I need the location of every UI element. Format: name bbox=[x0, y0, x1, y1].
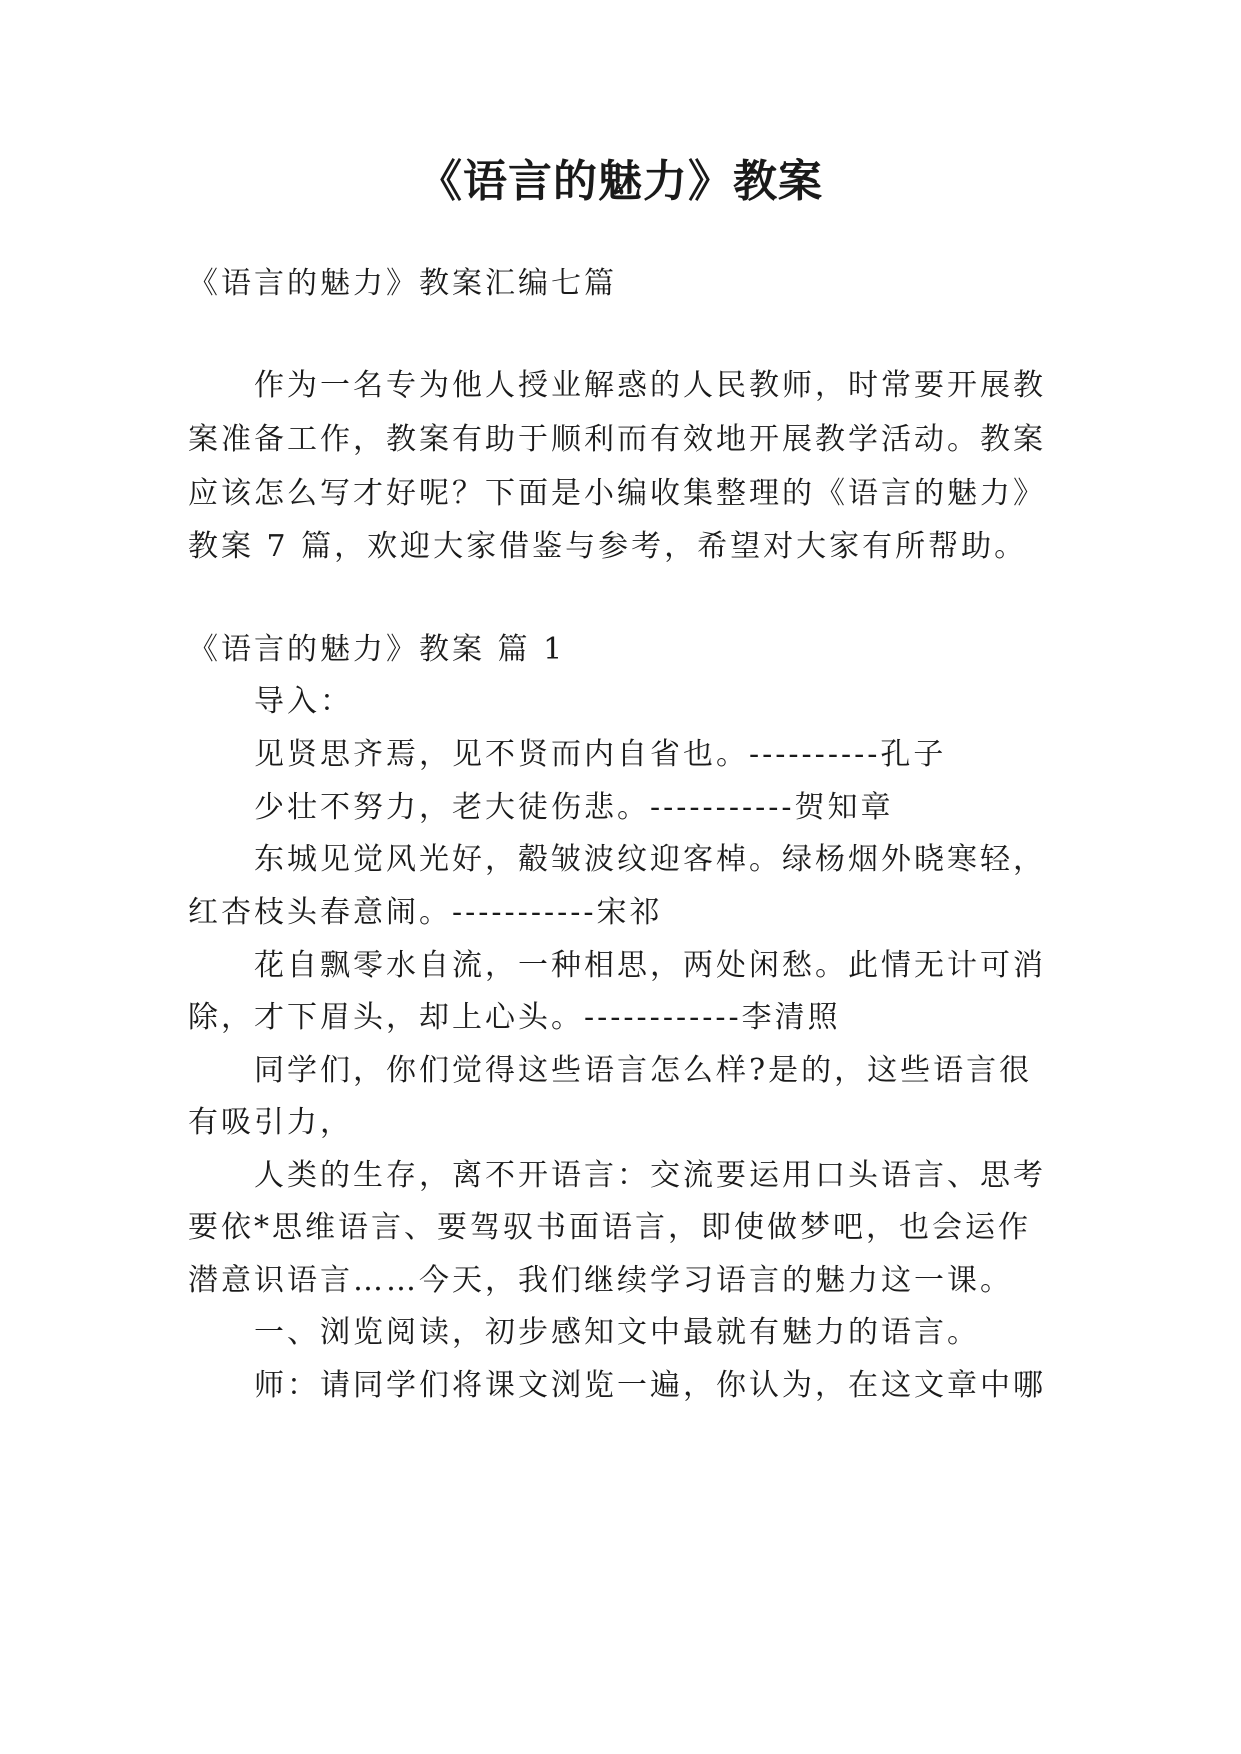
intro-line: 应该怎么写才好呢？下面是小编收集整理的《语言的魅力》 bbox=[188, 476, 1046, 511]
document-title: 《语言的魅力》教案 bbox=[418, 156, 823, 207]
body-line: 红杏枝头春意闹。-----------宋祁 bbox=[188, 895, 663, 930]
body-line: 师：请同学们将课文浏览一遍，你认为，在这文章中哪 bbox=[254, 1368, 1046, 1403]
body-line: 要依*思维语言、要驾驭书面语言，即使做梦吧，也会运作 bbox=[188, 1210, 1031, 1245]
body-line: 潜意识语言……今天，我们继续学习语言的魅力这一课。 bbox=[188, 1263, 1013, 1298]
intro-line: 教案 7 篇，欢迎大家借鉴与参考，希望对大家有所帮助。 bbox=[188, 529, 1028, 564]
body-line: 见贤思齐焉，见不贤而内自省也。----------孔子 bbox=[254, 737, 947, 772]
document-subtitle: 《语言的魅力》教案汇编七篇 bbox=[188, 266, 617, 301]
body-line: 东城见觉风光好，觳皱波纹迎客棹。绿杨烟外晓寒轻， bbox=[254, 842, 1046, 877]
intro-line: 案准备工作，教案有助于顺利而有效地开展教学活动。教案 bbox=[188, 422, 1046, 457]
body-line: 花自飘零水自流，一种相思，两处闲愁。此情无计可消 bbox=[254, 948, 1046, 983]
body-line: 一、浏览阅读，初步感知文中最就有魅力的语言。 bbox=[254, 1315, 980, 1350]
body-line: 除，才下眉头，却上心头。------------李清照 bbox=[188, 1000, 841, 1035]
section-heading: 《语言的魅力》教案 篇 1 bbox=[188, 632, 566, 667]
body-line: 少壮不努力，老大徒伤悲。-----------贺知章 bbox=[254, 790, 894, 825]
body-line: 同学们，你们觉得这些语言怎么样?是的，这些语言很 bbox=[254, 1053, 1033, 1088]
body-line: 导入： bbox=[254, 684, 353, 719]
body-line: 有吸引力， bbox=[188, 1105, 353, 1140]
intro-line: 作为一名专为他人授业解惑的人民教师，时常要开展教 bbox=[254, 368, 1046, 403]
body-line: 人类的生存，离不开语言：交流要运用口头语言、思考 bbox=[254, 1158, 1046, 1193]
